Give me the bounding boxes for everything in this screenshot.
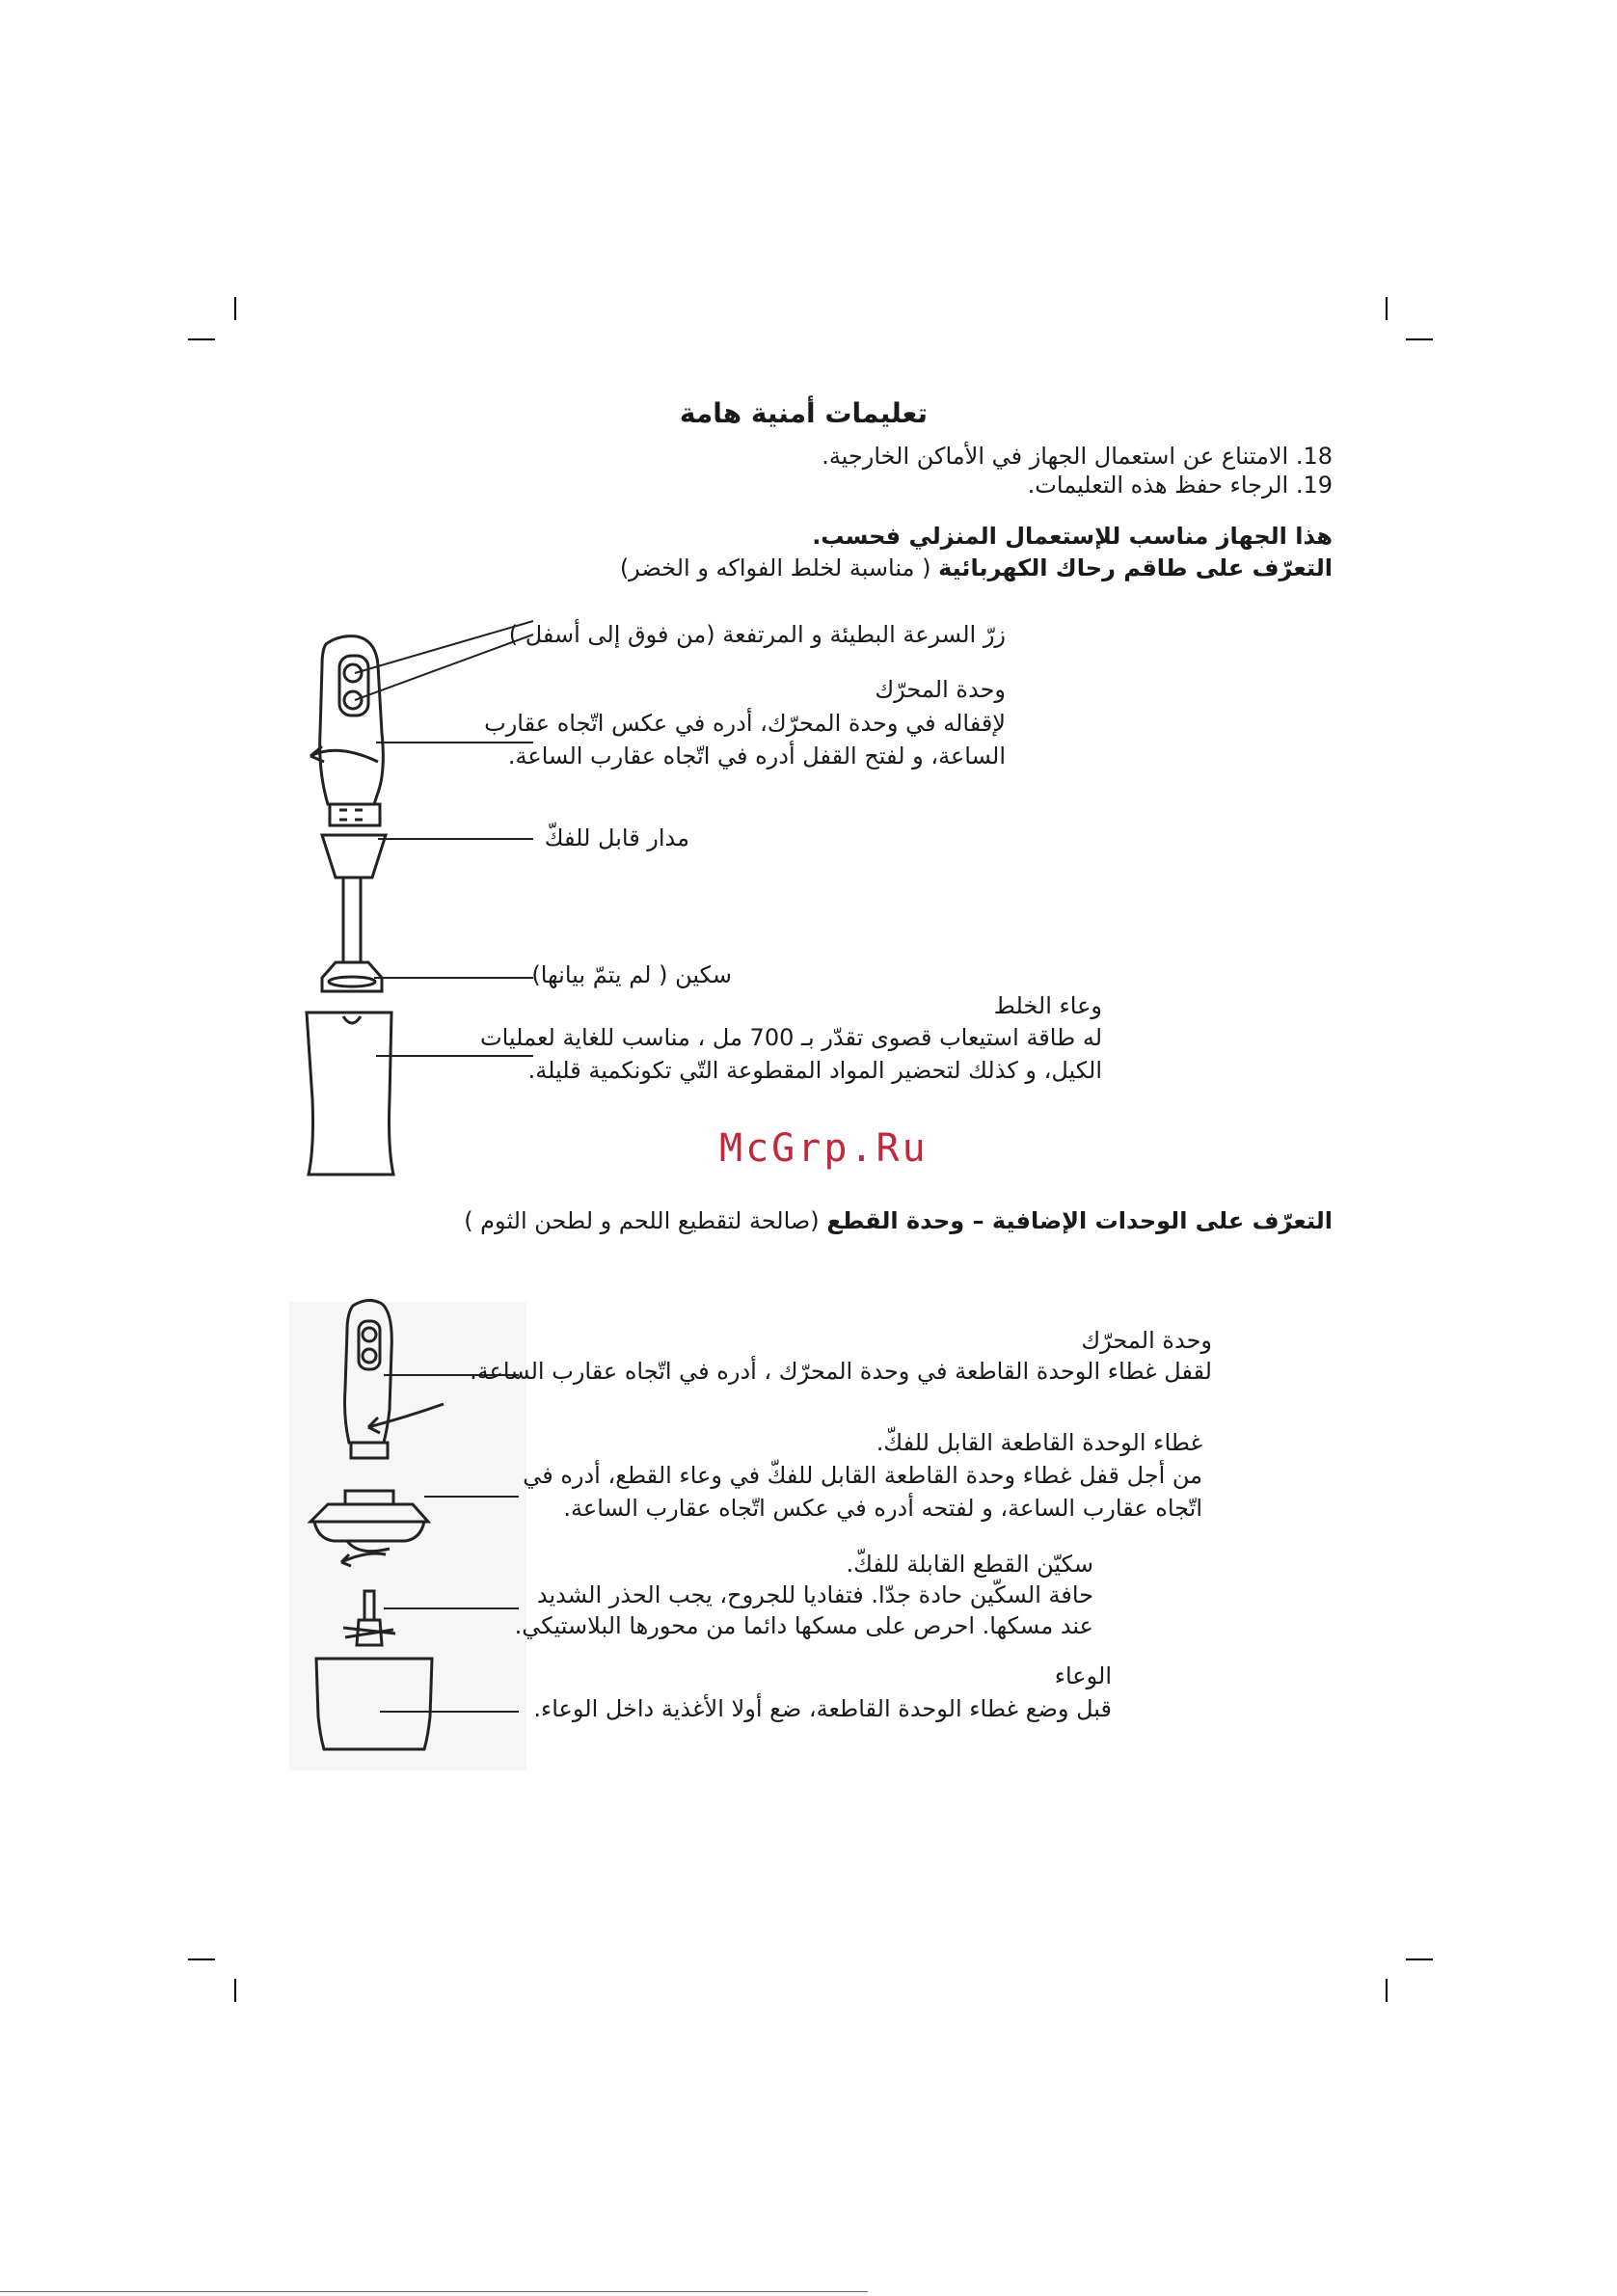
label-speed-button: زرّ السرعة البطيئة و المرتفعة (من فوق إلى أسفل ) [508, 621, 1006, 648]
chopper-motor-line1: لقفل غطاء الوحدة القاطعة في وحدة المحرّك ، أدره في اتّجاه عقارب الساعة. [470, 1358, 1212, 1385]
chopper-lid-title: غطاء الوحدة القاطعة القابل للفكّ. [876, 1429, 1202, 1456]
label-beaker-line1: له طاقة استيعاب قصوى تقدّر بـ 700 مل ، مناسب للغاية لعمليات [479, 1024, 1102, 1051]
chopper-bowl-line1: قبل وضع غطاء الوحدة القاطعة، ضع أولا الأغذية داخل الوعاء. [533, 1695, 1112, 1722]
watermark: McGrp.Ru [719, 1126, 929, 1171]
blender-intro-bold: التعرّف على طاقم رحاك الكهربائية [938, 554, 1333, 581]
label-ring: مدار قابل للفكّ [544, 824, 689, 851]
label-motor-line2: الساعة، و لفتح القفل أدره في اتّجاه عقارب الساعة. [507, 743, 1006, 770]
chopper-intro-bold: التعرّف على الوحدات الإضافية – وحدة القطع [826, 1207, 1333, 1234]
household-note: هذا الجهاز مناسب للإستعمال المنزلي فحسب. [812, 523, 1333, 550]
label-motor-title: وحدة المحرّك [875, 676, 1006, 703]
label-motor-line1: لإقفاله في وحدة المحرّك، أدره في عكس اتّجاه عقارب [484, 710, 1006, 737]
safety-item-18: 18. الامتناع عن استعمال الجهاز في الأماكن الخارجية. [822, 443, 1333, 470]
safety-item-19: 19. الرجاء حفظ هذه التعليمات. [1027, 472, 1333, 499]
label-beaker-line2: الكيل، و كذلك لتحضير المواد المقطوعة التّي تكونكمية قليلة. [527, 1057, 1102, 1084]
blender-intro-rest: ( مناسبة لخلط الفواكه و الخضر) [619, 554, 939, 581]
chopper-lid-line1: من أجل قفل غطاء وحدة القاطعة القابل للفكّ في وعاء القطع، أدره في [523, 1462, 1202, 1489]
label-blade: سكين ( لم يتمّ بيانها) [531, 961, 732, 988]
chopper-knife-title: سكيّن القطع القابلة للفكّ. [846, 1551, 1093, 1578]
label-beaker-title: وعاء الخلط [993, 992, 1102, 1019]
chopper-bowl-title: الوعاء [1054, 1662, 1112, 1689]
chopper-knife-line1: حافة السكّين حادة جدّا. فتفاديا للجروح، يجب الحذر الشديد [536, 1581, 1093, 1608]
chopper-lid-line2: اتّجاه عقارب الساعة، و لفتحه أدره في عكس اتّجاه عقارب الساعة. [563, 1495, 1202, 1522]
chopper-knife-line2: عند مسكها. احرص على مسكها دائما من محورها البلاستيكي. [514, 1612, 1093, 1639]
chopper-intro-rest: (صالحة لتقطيع اللحم و لطحن الثوم ) [464, 1207, 827, 1234]
page-title: تعليمات أمنية هامة [679, 397, 928, 429]
chopper-motor-title: وحدة المحرّك [1081, 1327, 1212, 1354]
